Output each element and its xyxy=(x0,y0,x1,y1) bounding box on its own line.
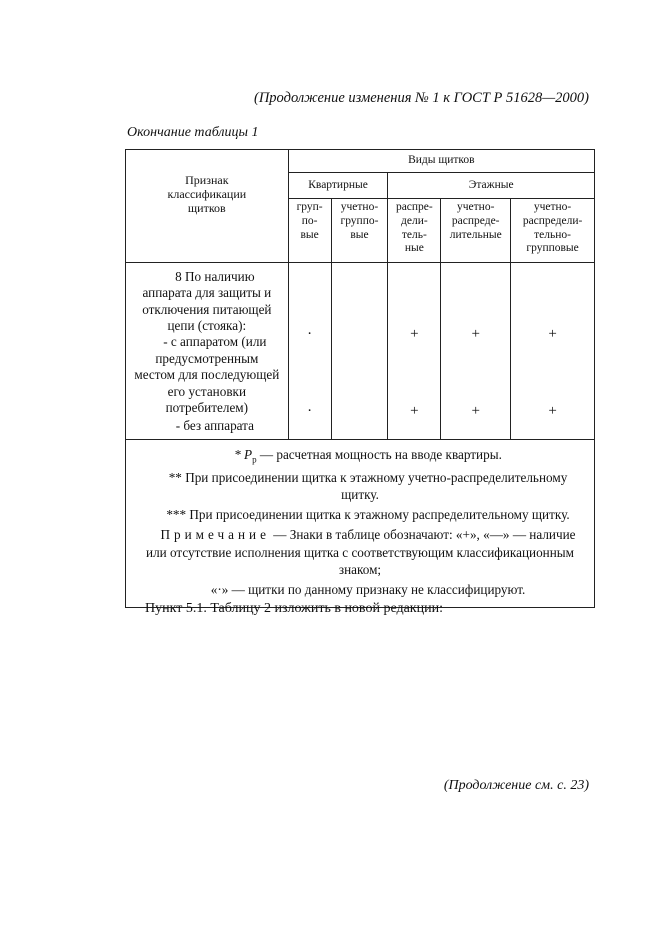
sign: + xyxy=(471,326,480,342)
table-notes xyxy=(126,439,595,607)
row8-option-without: - без аппарата xyxy=(175,418,254,434)
sign: + xyxy=(471,403,480,419)
classification-table xyxy=(125,149,595,608)
row8-cell xyxy=(331,263,388,440)
note-2: ** При присоединении щитка к этажному учетно-распределительному щитку. xyxy=(168,469,568,503)
sign: · xyxy=(307,326,313,342)
sign: + xyxy=(410,326,419,342)
col-header: распре- дели- тель- ные xyxy=(388,199,441,263)
col-header: учетно- распредели- тельно- групповые xyxy=(511,199,595,263)
note-3: *** При присоединении щитка к этажному распределительному щитку. xyxy=(166,507,570,523)
paragraph-5-1: Пункт 5.1. Таблицу 2 изложить в новой редакции: xyxy=(145,601,443,616)
footer-continuation: (Продолжение см. с. 23) xyxy=(443,778,589,793)
note-4: Примечание — Знаки в таблице обозначают: «+», «—» — наличие или отсутствие исполнения щитка с соответствующим классификационным знаком; xyxy=(146,527,576,577)
row8-cell xyxy=(288,263,331,440)
note-5: «·» — щитки по данному признаку не классифицируют. xyxy=(210,581,526,597)
sign: + xyxy=(548,403,557,419)
col-header: груп- по- вые xyxy=(288,199,331,263)
types-header: Виды щитков xyxy=(288,150,594,173)
sign: + xyxy=(410,403,419,419)
sign: · xyxy=(307,403,313,419)
sign: + xyxy=(548,326,557,342)
row8-cell xyxy=(441,263,511,440)
row8-feature xyxy=(126,263,289,440)
row8-title: 8 По наличию аппарата для защиты и отключения питающей цепи (стояка): xyxy=(142,269,272,334)
feature-header: Признак классификации щитков xyxy=(126,150,289,263)
table-caption: Окончание таблицы 1 xyxy=(127,125,259,140)
group-floor: Этажные xyxy=(388,173,595,199)
row8-option-with: - с аппаратом (или предусмотренным местом для последующей его установки потребителем) xyxy=(134,334,280,415)
note-1: * $P_р$ — расчетная мощность на вводе квартиры. xyxy=(234,446,502,465)
group-apartment: Квартирные xyxy=(288,173,388,199)
row8-cell xyxy=(511,263,595,440)
col-header: учетно- группо- вые xyxy=(331,199,388,263)
header-continuation: (Продолжение изменения № 1 к ГОСТ Р 51628—2000) xyxy=(254,90,589,106)
col-header: учетно- распреде- лительные xyxy=(441,199,511,263)
row8-cell xyxy=(388,263,441,440)
